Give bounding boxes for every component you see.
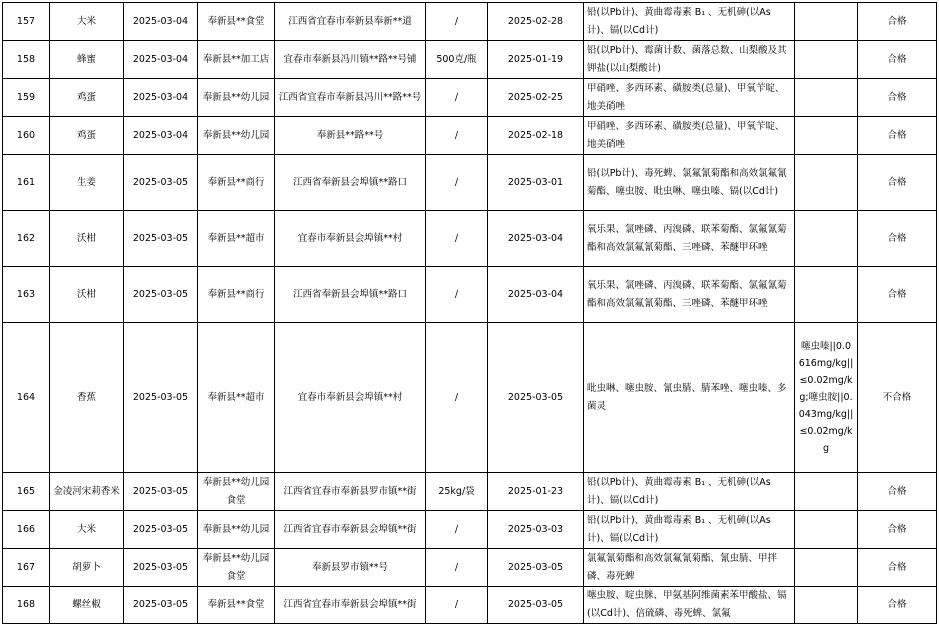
sampled-unit-cell: 奉新县**加工店 [198,41,275,79]
table-row [3,473,937,511]
production-date-cell: 2025-02-28 [488,3,584,41]
unqualified-result-cell [795,3,858,41]
verdict-cell: 合格 [858,41,937,79]
row-number-cell: 167 [3,549,50,587]
product-name-cell: 生姜 [50,155,124,211]
specification-cell: / [426,511,488,549]
production-date-cell: 2025-03-04 [488,211,584,267]
table-row [3,41,937,79]
sampling-date-cell: 2025-03-05 [124,211,198,267]
sampling-date-cell: 2025-03-05 [124,155,198,211]
sampling-date-cell: 2025-03-05 [124,587,198,624]
production-date-cell: 2025-03-03 [488,511,584,549]
inspection-items-cell: 铅(以Pb计)、黄曲霉毒素 B₁ 、无机砷(以As计)、镉(以Cd计) [584,3,795,41]
product-name-cell: 金凌河宋莉香米 [50,473,124,511]
product-name-cell: 胡萝卜 [50,549,124,587]
address-cell: 奉新县**路**号 [275,117,426,155]
unqualified-result-cell [795,79,858,117]
row-number-cell: 165 [3,473,50,511]
production-date-cell: 2025-02-18 [488,117,584,155]
inspection-items-cell: 铅(以Pb计)、霉菌计数、菌落总数、山梨酸及其钾盐(以山梨酸计) [584,41,795,79]
sampled-unit-cell: 奉新县**超市 [198,323,275,473]
verdict-cell: 合格 [858,117,937,155]
address-cell: 江西省宜春市奉新县冯川**路**号 [275,79,426,117]
specification-cell: / [426,155,488,211]
sampled-unit-cell: 奉新县**超市 [198,211,275,267]
production-date-cell: 2025-01-23 [488,473,584,511]
unqualified-result-cell [795,549,858,587]
unqualified-result-cell [795,267,858,323]
specification-cell: 25kg/袋 [426,473,488,511]
table-row [3,155,937,211]
address-cell: 江西省宜春市奉新县罗市镇**街 [275,473,426,511]
inspection-items-cell: 铅(以Pb计)、黄曲霉毒素 B₁ 、无机砷(以As计)、镉(以Cd计) [584,511,795,549]
verdict-cell: 合格 [858,511,937,549]
inspection-items-cell: 氧乐果、氯唑磷、丙溴磷、联苯菊酯、氯氟氰菊酯和高效氯氟氰菊酯、三唑磷、苯醚甲环唑 [584,267,795,323]
sampled-unit-cell: 奉新县**食堂 [198,3,275,41]
specification-cell: / [426,587,488,624]
production-date-cell: 2025-03-05 [488,549,584,587]
row-number-cell: 158 [3,41,50,79]
sampling-date-cell: 2025-03-05 [124,267,198,323]
row-number-cell: 157 [3,3,50,41]
table-body [3,3,937,624]
inspection-items-cell: 甲硝唑、多西环素、磺胺类(总量)、甲氧苄啶、地美硝唑 [584,117,795,155]
inspection-items-cell: 氯氟氰菊酯和高效氯氟氰菊酯、氰虫腈、甲拌磷、毒死蜱 [584,549,795,587]
sampling-date-cell: 2025-03-04 [124,79,198,117]
address-cell: 江西省宜春市奉新县会埠镇**街 [275,587,426,624]
unqualified-result-cell [795,473,858,511]
verdict-cell: 合格 [858,587,937,624]
unqualified-result-cell [795,511,858,549]
sampled-unit-cell: 奉新县**食堂 [198,587,275,624]
table-row [3,587,937,624]
sampling-date-cell: 2025-03-05 [124,473,198,511]
specification-cell: / [426,323,488,473]
address-cell: 奉新县罗市镇**号 [275,549,426,587]
unqualified-result-cell [795,211,858,267]
sampled-unit-cell: 奉新县**商行 [198,267,275,323]
inspection-items-cell: 噻虫胺、啶虫脒、甲氨基阿维菌素苯甲酸盐、镉(以Cd计)、倍硫磷、毒死蜱、氯氟 [584,587,795,624]
sampling-date-cell: 2025-03-05 [124,549,198,587]
product-name-cell: 香蕉 [50,323,124,473]
product-name-cell: 蜂蜜 [50,41,124,79]
row-number-cell: 168 [3,587,50,624]
table-row [3,79,937,117]
production-date-cell: 2025-03-05 [488,587,584,624]
inspection-items-cell: 吡虫啉、噻虫胺、氰虫腈、腈苯唑、噻虫嗪、多菌灵 [584,323,795,473]
sampled-unit-cell: 奉新县**幼儿园 [198,511,275,549]
specification-cell: / [426,267,488,323]
specification-cell: / [426,549,488,587]
address-cell: 江西省宜春市奉新县奉新**道 [275,3,426,41]
product-name-cell: 大米 [50,3,124,41]
product-name-cell: 鸡蛋 [50,117,124,155]
row-number-cell: 160 [3,117,50,155]
address-cell: 宜春市奉新县冯川镇**路**号铺 [275,41,426,79]
inspection-table [2,2,937,624]
row-number-cell: 162 [3,211,50,267]
sampled-unit-cell: 奉新县**幼儿园食堂 [198,549,275,587]
sampling-date-cell: 2025-03-04 [124,41,198,79]
inspection-items-cell: 甲硝唑、多西环素、磺胺类(总量)、甲氧苄啶、地美硝唑 [584,79,795,117]
product-name-cell: 大米 [50,511,124,549]
row-number-cell: 159 [3,79,50,117]
sampling-date-cell: 2025-03-04 [124,117,198,155]
unqualified-result-cell [795,41,858,79]
address-cell: 江西省宜春市奉新县会埠镇**街 [275,511,426,549]
sampling-date-cell: 2025-03-05 [124,323,198,473]
table-row [3,549,937,587]
verdict-cell: 合格 [858,473,937,511]
unqualified-result-cell: 噻虫嗪||0.0616mg/kg||≤0.02mg/kg;噻虫胺||0.043mg/kg||≤0.02mg/kg [795,323,858,473]
address-cell: 宜春市奉新县会埠镇**村 [275,211,426,267]
address-cell: 宜春市奉新县会埠镇**村 [275,323,426,473]
product-name-cell: 沃柑 [50,267,124,323]
unqualified-result-cell [795,587,858,624]
verdict-cell: 合格 [858,549,937,587]
sampled-unit-cell: 奉新县**幼儿园 [198,79,275,117]
row-number-cell: 164 [3,323,50,473]
row-number-cell: 163 [3,267,50,323]
inspection-items-cell: 铅(以Pb计)、毒死蜱、氯氟氰菊酯和高效氯氟氰菊酯、噻虫胺、吡虫啉、噻虫嗪、镉(以Cd计) [584,155,795,211]
table-row [3,511,937,549]
sampling-date-cell: 2025-03-04 [124,3,198,41]
unqualified-result-cell [795,155,858,211]
table-row [3,323,937,473]
verdict-cell: 合格 [858,211,937,267]
production-date-cell: 2025-01-19 [488,41,584,79]
verdict-cell: 合格 [858,267,937,323]
unqualified-result-cell [795,117,858,155]
product-name-cell: 鸡蛋 [50,79,124,117]
production-date-cell: 2025-03-05 [488,323,584,473]
address-cell: 江西省奉新县会埠镇**路口 [275,155,426,211]
table-row [3,3,937,41]
sampled-unit-cell: 奉新县**幼儿园食堂 [198,473,275,511]
specification-cell: / [426,79,488,117]
table-row [3,117,937,155]
sampled-unit-cell: 奉新县**商行 [198,155,275,211]
specification-cell: / [426,211,488,267]
product-name-cell: 沃柑 [50,211,124,267]
production-date-cell: 2025-02-25 [488,79,584,117]
row-number-cell: 166 [3,511,50,549]
sampling-date-cell: 2025-03-05 [124,511,198,549]
address-cell: 江西省奉新县会埠镇**路口 [275,267,426,323]
sampled-unit-cell: 奉新县**幼儿园 [198,117,275,155]
verdict-cell: 合格 [858,155,937,211]
table-row [3,211,937,267]
row-number-cell: 161 [3,155,50,211]
table-row [3,267,937,323]
specification-cell: / [426,3,488,41]
verdict-cell: 合格 [858,3,937,41]
verdict-cell: 不合格 [858,323,937,473]
product-name-cell: 螺丝椒 [50,587,124,624]
production-date-cell: 2025-03-04 [488,267,584,323]
verdict-cell: 合格 [858,79,937,117]
specification-cell: / [426,117,488,155]
inspection-items-cell: 铅(以Pb计)、黄曲霉毒素 B₁ 、无机砷(以As计)、镉(以Cd计) [584,473,795,511]
production-date-cell: 2025-03-01 [488,155,584,211]
inspection-items-cell: 氧乐果、氯唑磷、丙溴磷、联苯菊酯、氯氟氰菊酯和高效氯氟氰菊酯、三唑磷、苯醚甲环唑 [584,211,795,267]
specification-cell: 500克/瓶 [426,41,488,79]
